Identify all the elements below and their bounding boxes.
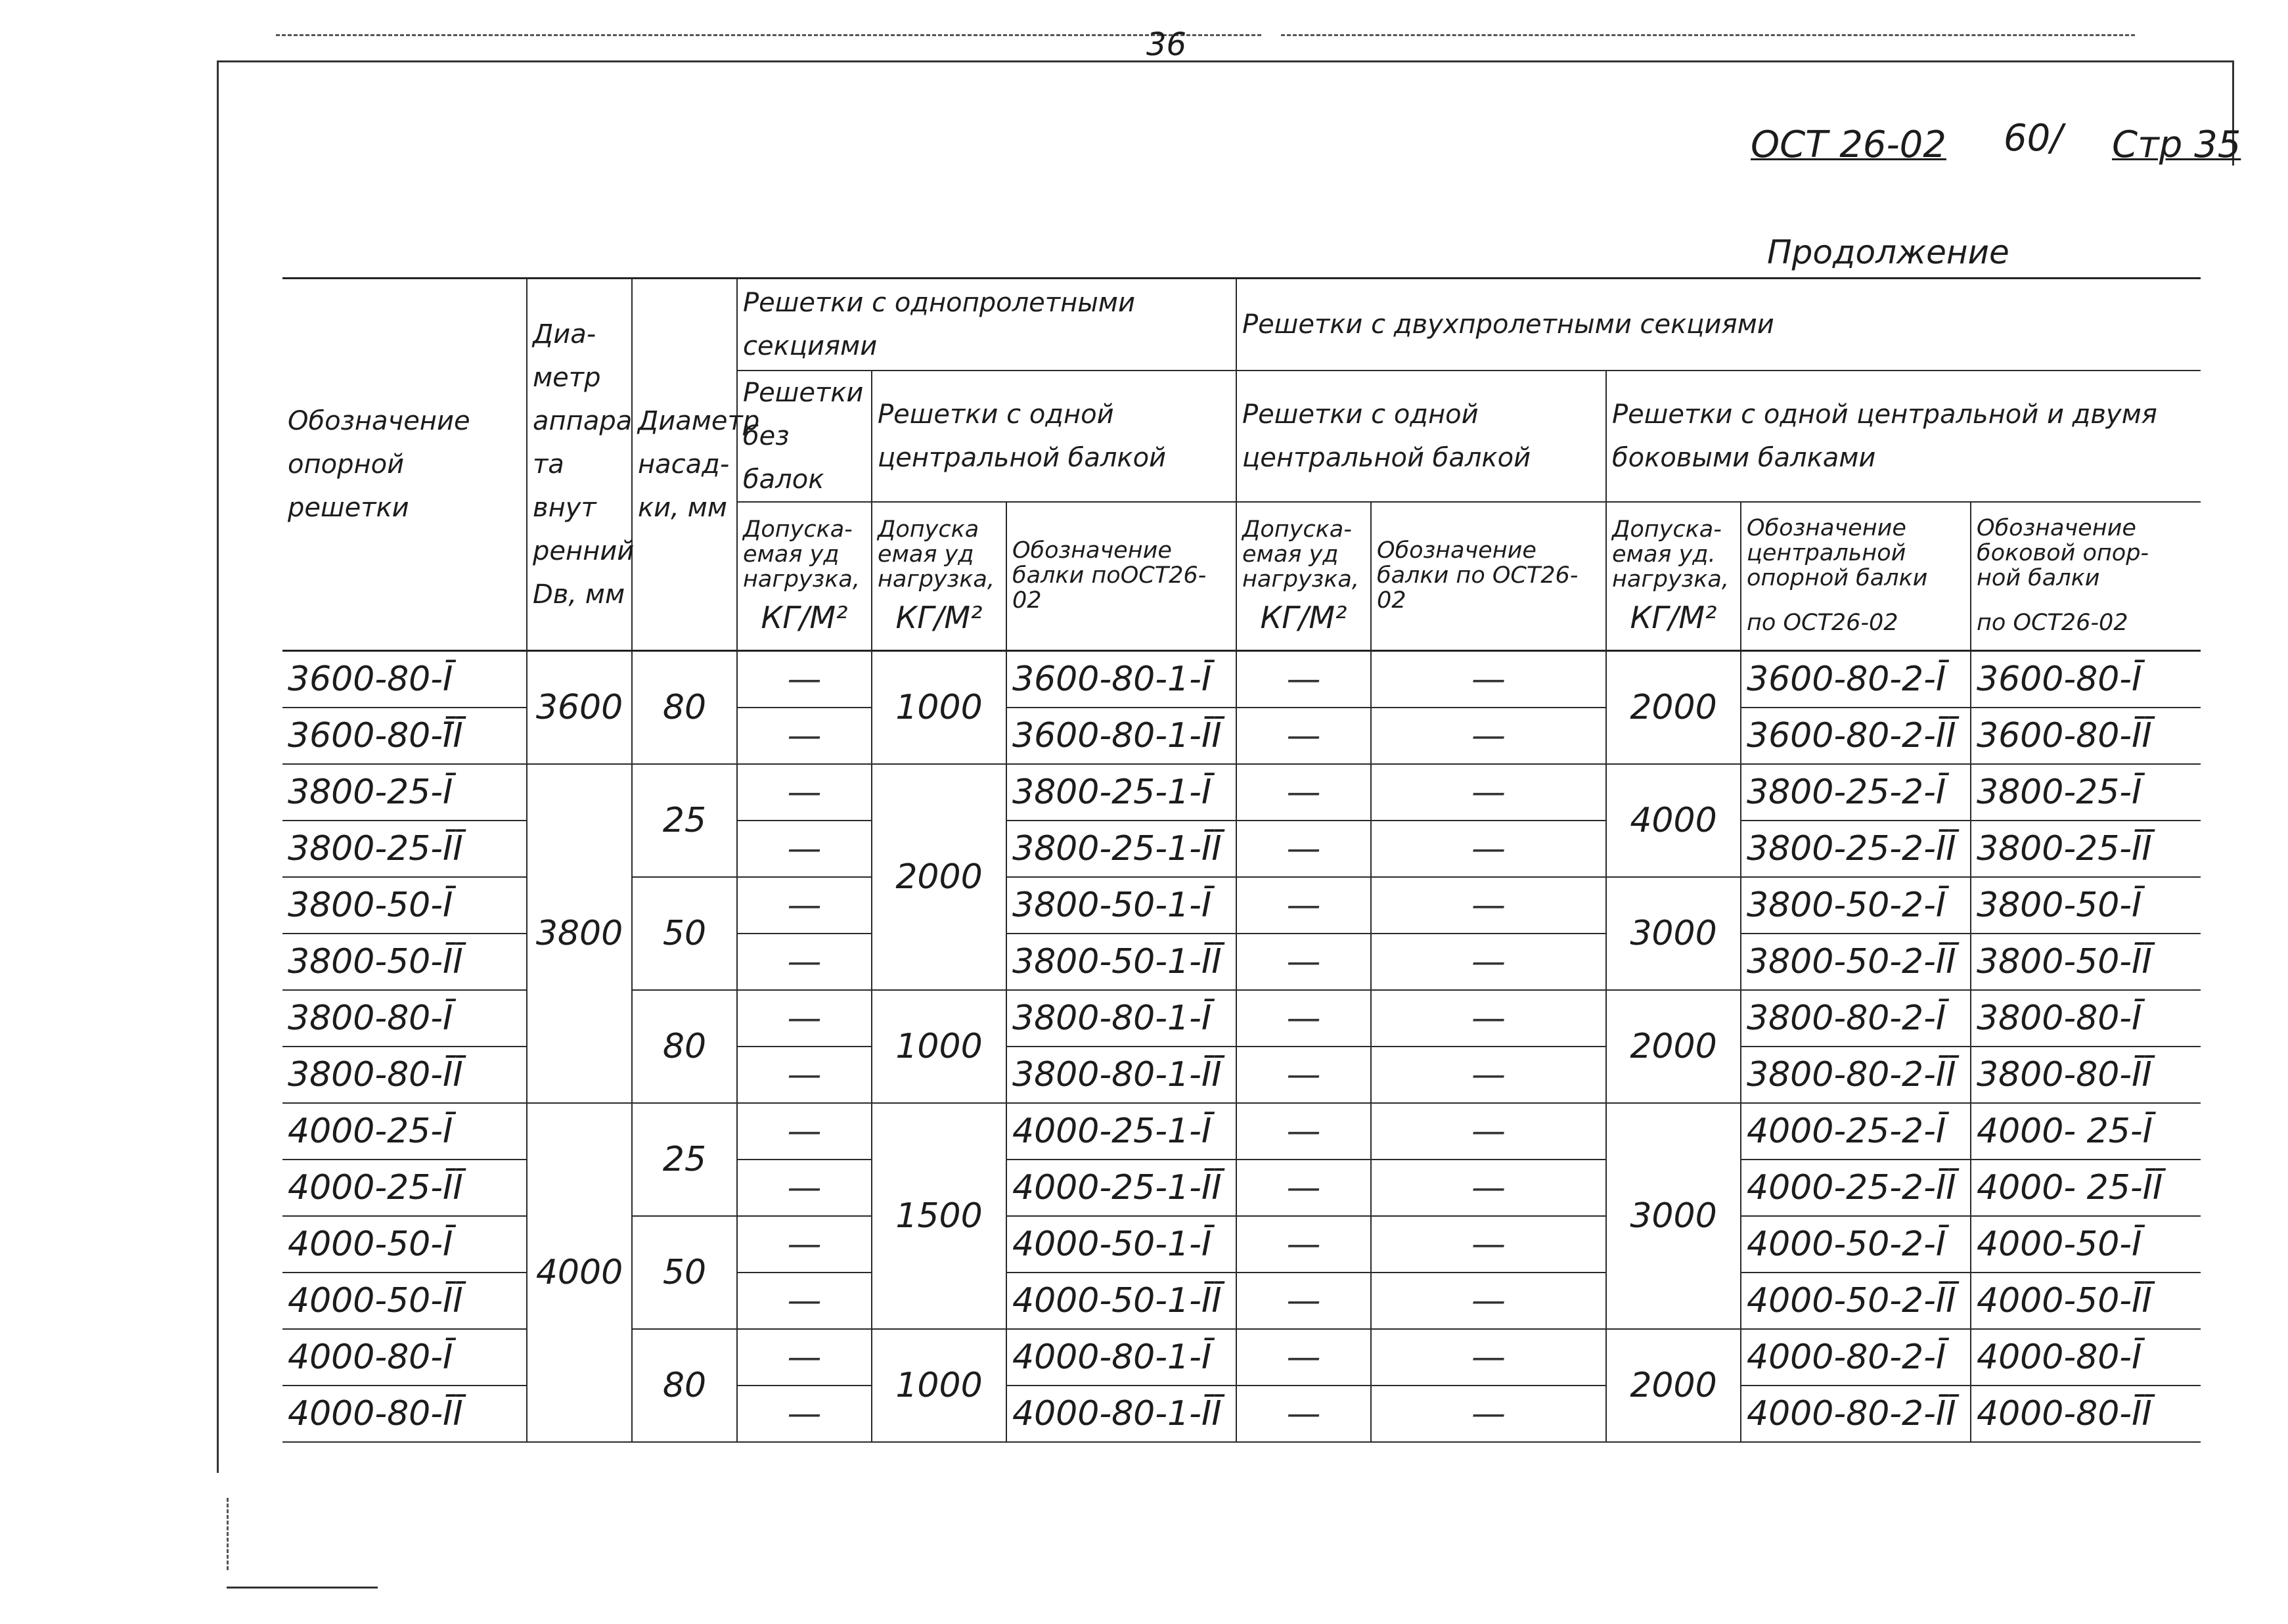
double-span-load: —: [1236, 708, 1371, 764]
double-span-beam-designation: —: [1371, 708, 1606, 764]
side-beam-designation: 4000-80-ĪĪ: [1971, 1386, 2201, 1442]
double-span-beam-designation: —: [1371, 1216, 1606, 1273]
side-beam-designation: 3600-80-Ī: [1971, 651, 2201, 708]
grid-designation: 3800-80-Ī: [282, 990, 527, 1047]
top-dashed-line: [1281, 34, 2135, 36]
double-span-load: —: [1236, 1047, 1371, 1103]
double-span-load: —: [1236, 934, 1371, 990]
central-beam-designation: 4000-50-2-ĪĪ: [1741, 1273, 1971, 1329]
central-side-load: 2000: [1606, 1329, 1741, 1442]
grid-designation: 3800-25-Ī: [282, 764, 527, 821]
header-side-beam-designation: [1971, 502, 2201, 651]
table-row: [282, 764, 2201, 821]
double-span-load: —: [1236, 1216, 1371, 1273]
header-central-beam-standard: по ОСТ26-02: [1747, 609, 1898, 636]
central-beam-designation: 4000-25-2-ĪĪ: [1741, 1160, 1971, 1216]
header-allowed-load: [1606, 502, 1741, 651]
side-beam-designation: 4000- 25-ĪĪ: [1971, 1160, 2201, 1216]
left-dashed-line: [227, 1498, 229, 1570]
side-beam-designation: 4000- 25-Ī: [1971, 1103, 2201, 1160]
header-beam-designation: Обозначение балки поОСТ26-02: [1006, 502, 1236, 651]
side-beam-designation: 3800-25-Ī: [1971, 764, 2201, 821]
single-span-beam-designation: 4000-50-1-Ī: [1006, 1216, 1236, 1273]
frame-bottom-border: [227, 1587, 378, 1589]
central-beam-designation: 3800-25-2-Ī: [1741, 764, 1971, 821]
single-span-load: 1000: [872, 990, 1006, 1103]
single-span-beam-designation: 4000-25-1-ĪĪ: [1006, 1160, 1236, 1216]
table-header: [282, 279, 2201, 651]
central-side-load: 3000: [1606, 1103, 1741, 1329]
grid-designation: 3800-80-ĪĪ: [282, 1047, 527, 1103]
no-beam-load: —: [737, 821, 872, 877]
top-dashed-line: [276, 34, 1261, 36]
double-span-beam-designation: —: [1371, 1047, 1606, 1103]
single-span-load: 1500: [872, 1103, 1006, 1329]
double-span-beam-designation: —: [1371, 990, 1606, 1047]
grid-designation: 3800-25-ĪĪ: [282, 821, 527, 877]
table-row: [282, 1103, 2201, 1160]
header-diameter-apparatus: [527, 279, 635, 651]
single-span-beam-designation: 3800-25-1-ĪĪ: [1006, 821, 1236, 877]
header-central-and-side-beams: Решетки с одной центральной и двумя боковыми балками: [1606, 371, 2201, 502]
no-beam-load: —: [737, 1103, 872, 1160]
side-beam-designation: 3600-80-ĪĪ: [1971, 708, 2201, 764]
single-span-load: 1000: [872, 651, 1006, 765]
double-span-load: —: [1236, 764, 1371, 821]
no-beam-load: —: [737, 990, 872, 1047]
apparatus-diameter: 3800: [527, 764, 632, 1103]
header-load-unit: КГ/М²: [761, 599, 848, 635]
grid-designation: 4000-25-ĪĪ: [282, 1160, 527, 1216]
packing-diameter: 50: [632, 877, 737, 990]
double-span-beam-designation: —: [1371, 1273, 1606, 1329]
document-code: ОСТ 26-02: [1751, 124, 1946, 166]
double-span-beam-designation: —: [1371, 821, 1606, 877]
header-single-span: Решетки с однопролетными секциями: [737, 279, 1236, 371]
header-double-span: Решетки с двухпролетными секциями: [1236, 279, 2201, 371]
grid-designation: 4000-50-ĪĪ: [282, 1273, 527, 1329]
side-beam-designation: 3800-50-Ī: [1971, 877, 2201, 934]
single-span-beam-designation: 3800-80-1-Ī: [1006, 990, 1236, 1047]
single-span-beam-designation: 3600-80-1-ĪĪ: [1006, 708, 1236, 764]
side-beam-designation: 4000-50-ĪĪ: [1971, 1273, 2201, 1329]
side-beam-designation: 3800-80-Ī: [1971, 990, 2201, 1047]
header-load-unit: КГ/М²: [1260, 599, 1347, 635]
grid-designation: 3600-80-Ī: [282, 651, 527, 708]
header-allowed-load: [872, 502, 1006, 651]
double-span-load: —: [1236, 1386, 1371, 1442]
page-number: 36: [1146, 26, 1187, 63]
no-beam-load: —: [737, 1386, 872, 1442]
side-beam-designation: 4000-80-Ī: [1971, 1329, 2201, 1386]
header-central-beam-label: Обозначение центральной опорной балки: [1747, 515, 1928, 591]
header-no-beams: Решетки без балок: [737, 371, 872, 502]
grid-designation: 4000-80-ĪĪ: [282, 1386, 527, 1442]
side-beam-designation: 4000-50-Ī: [1971, 1216, 2201, 1273]
header-diameter-packing: Диаметр насад- ки, мм: [632, 279, 737, 651]
single-span-beam-designation: 3800-50-1-Ī: [1006, 877, 1236, 934]
central-beam-designation: 3800-25-2-ĪĪ: [1741, 821, 1971, 877]
central-side-load: 2000: [1606, 990, 1741, 1103]
document-page: Стр 35: [2112, 124, 2241, 166]
grid-designation: 3800-50-Ī: [282, 877, 527, 934]
central-beam-designation: 3800-50-2-Ī: [1741, 877, 1971, 934]
central-side-load: 2000: [1606, 651, 1741, 765]
frame-left-border: [217, 60, 219, 1473]
no-beam-load: —: [737, 1216, 872, 1273]
single-span-beam-designation: 4000-80-1-Ī: [1006, 1329, 1236, 1386]
no-beam-load: —: [737, 651, 872, 708]
packing-diameter: 80: [632, 1329, 737, 1442]
central-beam-designation: 4000-80-2-ĪĪ: [1741, 1386, 1971, 1442]
double-span-load: —: [1236, 990, 1371, 1047]
single-span-beam-designation: 4000-25-1-Ī: [1006, 1103, 1236, 1160]
table-body: [282, 651, 2201, 1443]
header-allowed-load-label: Допуска емая уд нагрузка,: [878, 516, 995, 593]
header-allowed-load: [1236, 502, 1371, 651]
frame-top-border: [217, 60, 2233, 62]
packing-diameter: 50: [632, 1216, 737, 1329]
central-beam-designation: 3800-50-2-ĪĪ: [1741, 934, 1971, 990]
apparatus-diameter: 3600: [527, 651, 632, 765]
header-side-beam-standard: по ОСТ26-02: [1977, 609, 2128, 636]
double-span-beam-designation: —: [1371, 764, 1606, 821]
single-span-beam-designation: 3600-80-1-Ī: [1006, 651, 1236, 708]
header-allowed-load-label: Допуска- емая уд нагрузка,: [743, 516, 860, 593]
double-span-beam-designation: —: [1371, 1103, 1606, 1160]
single-span-beam-designation: 3800-25-1-Ī: [1006, 764, 1236, 821]
header-diameter-apparatus-label: Диа- метр аппара та внут ренний: [533, 319, 635, 566]
no-beam-load: —: [737, 1047, 872, 1103]
side-beam-designation: 3800-80-ĪĪ: [1971, 1047, 2201, 1103]
double-span-load: —: [1236, 877, 1371, 934]
document-mark: 60/: [2004, 117, 2063, 160]
single-span-beam-designation: 3800-50-1-ĪĪ: [1006, 934, 1236, 990]
no-beam-load: —: [737, 877, 872, 934]
no-beam-load: —: [737, 934, 872, 990]
header-beam-designation: Обозначение балки по ОСТ26-02: [1371, 502, 1606, 651]
header-load-unit: КГ/М²: [1630, 599, 1717, 635]
packing-diameter: 80: [632, 651, 737, 765]
single-span-load: 2000: [872, 764, 1006, 990]
double-span-beam-designation: —: [1371, 934, 1606, 990]
double-span-beam-designation: —: [1371, 877, 1606, 934]
header-central-beam-designation: [1741, 502, 1971, 651]
grid-designation: 3800-50-ĪĪ: [282, 934, 527, 990]
grid-designation: 4000-50-Ī: [282, 1216, 527, 1273]
double-span-beam-designation: —: [1371, 1329, 1606, 1386]
single-span-beam-designation: 4000-80-1-ĪĪ: [1006, 1386, 1236, 1442]
packing-diameter: 80: [632, 990, 737, 1103]
header-allowed-load-label: Допуска- емая уд. нагрузка,: [1612, 516, 1729, 593]
central-beam-designation: 3600-80-2-ĪĪ: [1741, 708, 1971, 764]
grid-designation: 4000-25-Ī: [282, 1103, 527, 1160]
continuation-label: Продолжение: [1767, 233, 2009, 271]
double-span-beam-designation: —: [1371, 1160, 1606, 1216]
double-span-load: —: [1236, 1160, 1371, 1216]
double-span-load: —: [1236, 1103, 1371, 1160]
double-span-beam-designation: —: [1371, 1386, 1606, 1442]
header-allowed-load-label: Допуска- емая уд нагрузка,: [1242, 516, 1359, 593]
no-beam-load: —: [737, 1273, 872, 1329]
side-beam-designation: 3800-50-ĪĪ: [1971, 934, 2201, 990]
no-beam-load: —: [737, 764, 872, 821]
table-row: [282, 651, 2201, 708]
header-allowed-load: [737, 502, 872, 651]
header-designation: Обозначение опорной решетки: [282, 279, 527, 651]
central-beam-designation: 4000-50-2-Ī: [1741, 1216, 1971, 1273]
header-load-unit: КГ/М²: [895, 599, 983, 635]
double-span-beam-designation: —: [1371, 651, 1606, 708]
side-beam-designation: 3800-25-ĪĪ: [1971, 821, 2201, 877]
grid-designation: 3600-80-Ī̄Ī: [282, 708, 527, 764]
central-beam-designation: 3800-80-2-ĪĪ: [1741, 1047, 1971, 1103]
packing-diameter: 25: [632, 764, 737, 877]
double-span-load: —: [1236, 1329, 1371, 1386]
header-side-beam-label: Обозначение боковой опор- ной балки: [1977, 515, 2149, 591]
apparatus-diameter: 4000: [527, 1103, 632, 1442]
central-beam-designation: 3800-80-2-Ī: [1741, 990, 1971, 1047]
header-one-central-beam-single: Решетки с одной центральной балкой: [872, 371, 1236, 502]
central-beam-designation: 4000-80-2-Ī: [1741, 1329, 1971, 1386]
central-beam-designation: 3600-80-2-Ī: [1741, 651, 1971, 708]
no-beam-load: —: [737, 1160, 872, 1216]
double-span-load: —: [1236, 651, 1371, 708]
central-beam-designation: 4000-25-2-Ī: [1741, 1103, 1971, 1160]
header-one-central-beam-double: Решетки с одной центральной балкой: [1236, 371, 1606, 502]
double-span-load: —: [1236, 821, 1371, 877]
double-span-load: —: [1236, 1273, 1371, 1329]
header-diameter-apparatus-unit: Dв, мм: [533, 579, 625, 610]
grid-designation: 4000-80-Ī: [282, 1329, 527, 1386]
central-side-load: 3000: [1606, 877, 1741, 990]
no-beam-load: —: [737, 1329, 872, 1386]
packing-diameter: 25: [632, 1103, 737, 1216]
support-grid-table: [282, 277, 2201, 1443]
single-span-beam-designation: 3800-80-1-ĪĪ: [1006, 1047, 1236, 1103]
central-side-load: 4000: [1606, 764, 1741, 877]
single-span-load: 1000: [872, 1329, 1006, 1442]
single-span-beam-designation: 4000-50-1-ĪĪ: [1006, 1273, 1236, 1329]
no-beam-load: —: [737, 708, 872, 764]
